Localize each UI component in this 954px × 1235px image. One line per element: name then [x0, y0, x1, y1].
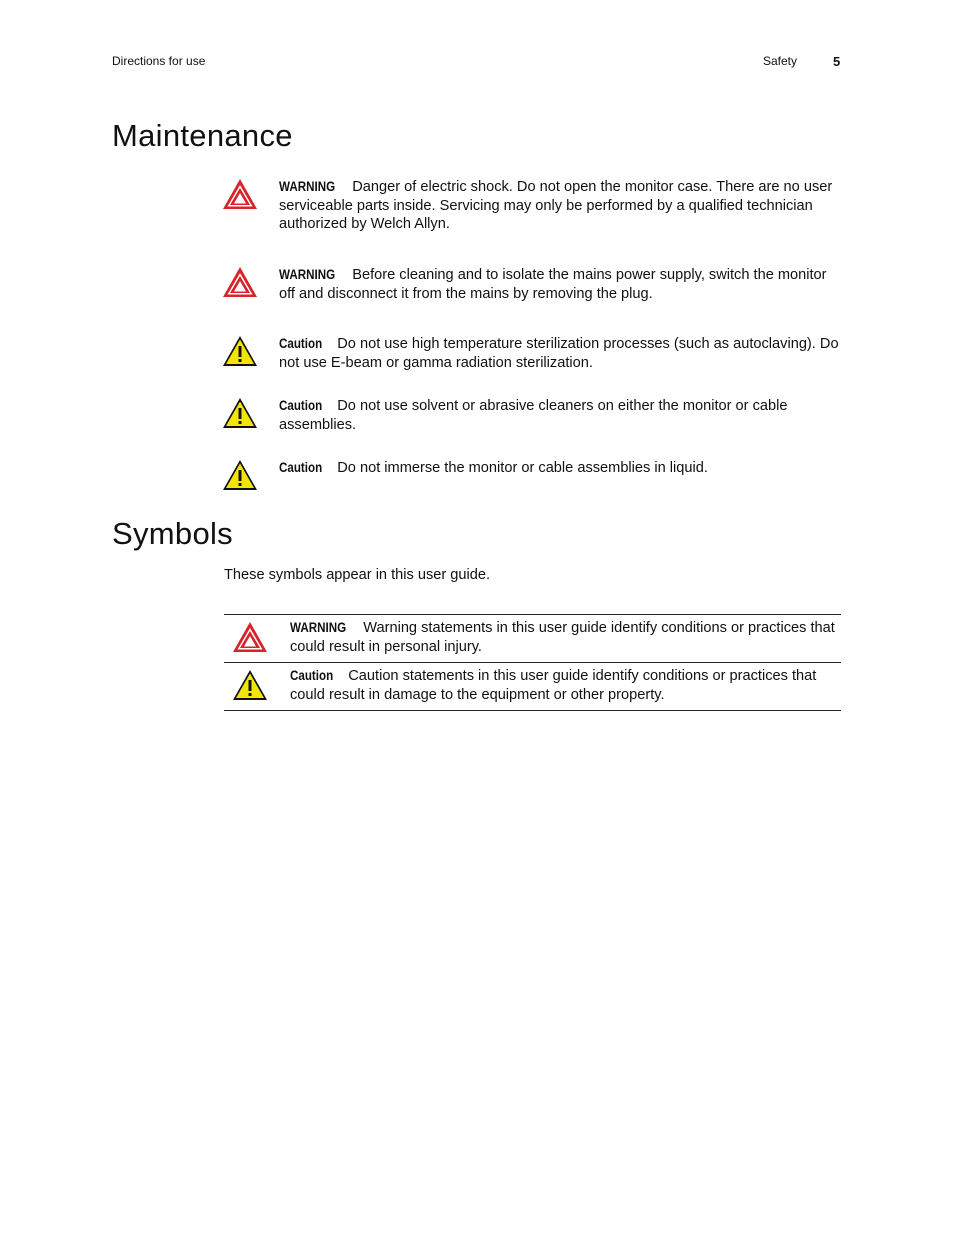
- notice-label: Caution: [279, 336, 323, 351]
- symbols-table: [224, 614, 841, 711]
- page-number: 5: [833, 54, 841, 69]
- caution-exclamation-icon: [232, 669, 268, 701]
- notice-body: Danger of electric shock. Do not open the monitor case. There are no user serviceable parts inside. Servicing may only be performed by a qualified technician authorized by Welch Allyn.: [279, 179, 833, 232]
- notice-text: [279, 397, 839, 434]
- warning-triangle-icon: [232, 621, 268, 653]
- notice-body: Do not use solvent or abrasive cleaners on either the monitor or cable assemblies.: [279, 398, 788, 433]
- symbols-row-caution: [224, 662, 841, 711]
- notice-text: [279, 459, 839, 478]
- symbols-row-label: Caution: [290, 668, 334, 683]
- notice-body: Do not immerse the monitor or cable assemblies in liquid.: [337, 460, 708, 476]
- notice-text: [279, 266, 839, 303]
- caution-exclamation-icon: [222, 459, 258, 491]
- notice-label: WARNING: [279, 267, 336, 282]
- symbols-intro: These symbols appear in this user guide.: [224, 567, 491, 583]
- symbols-row-warning: [224, 614, 841, 662]
- symbols-heading: Symbols: [112, 516, 233, 551]
- notice-text: [279, 335, 839, 372]
- notice-label: Caution: [279, 460, 323, 475]
- notice-text: [279, 178, 839, 234]
- notice-body: Do not use high temperature sterilization processes (such as autoclaving). Do not use E-beam or gamma radiation sterilization.: [279, 336, 839, 371]
- symbols-row-text: [290, 619, 835, 656]
- maintenance-heading: Maintenance: [112, 118, 293, 153]
- caution-exclamation-icon: [222, 397, 258, 429]
- header-section: Safety: [763, 54, 798, 68]
- notice-label: Caution: [279, 398, 323, 413]
- symbols-row-text: [290, 667, 835, 704]
- header-doc-title: Directions for use: [112, 54, 206, 68]
- symbols-row-body: Warning statements in this user guide identify conditions or practices that could result in personal injury.: [290, 620, 835, 655]
- warning-triangle-icon: [222, 178, 258, 210]
- notice-body: Before cleaning and to isolate the mains power supply, switch the monitor off and disconnect it from the mains by removing the plug.: [279, 267, 827, 302]
- symbols-row-body: Caution statements in this user guide identify conditions or practices that could result in damage to the equipment or other property.: [290, 668, 817, 703]
- warning-triangle-icon: [222, 266, 258, 298]
- caution-exclamation-icon: [222, 335, 258, 367]
- symbols-row-label: WARNING: [290, 620, 347, 635]
- notice-label: WARNING: [279, 179, 336, 194]
